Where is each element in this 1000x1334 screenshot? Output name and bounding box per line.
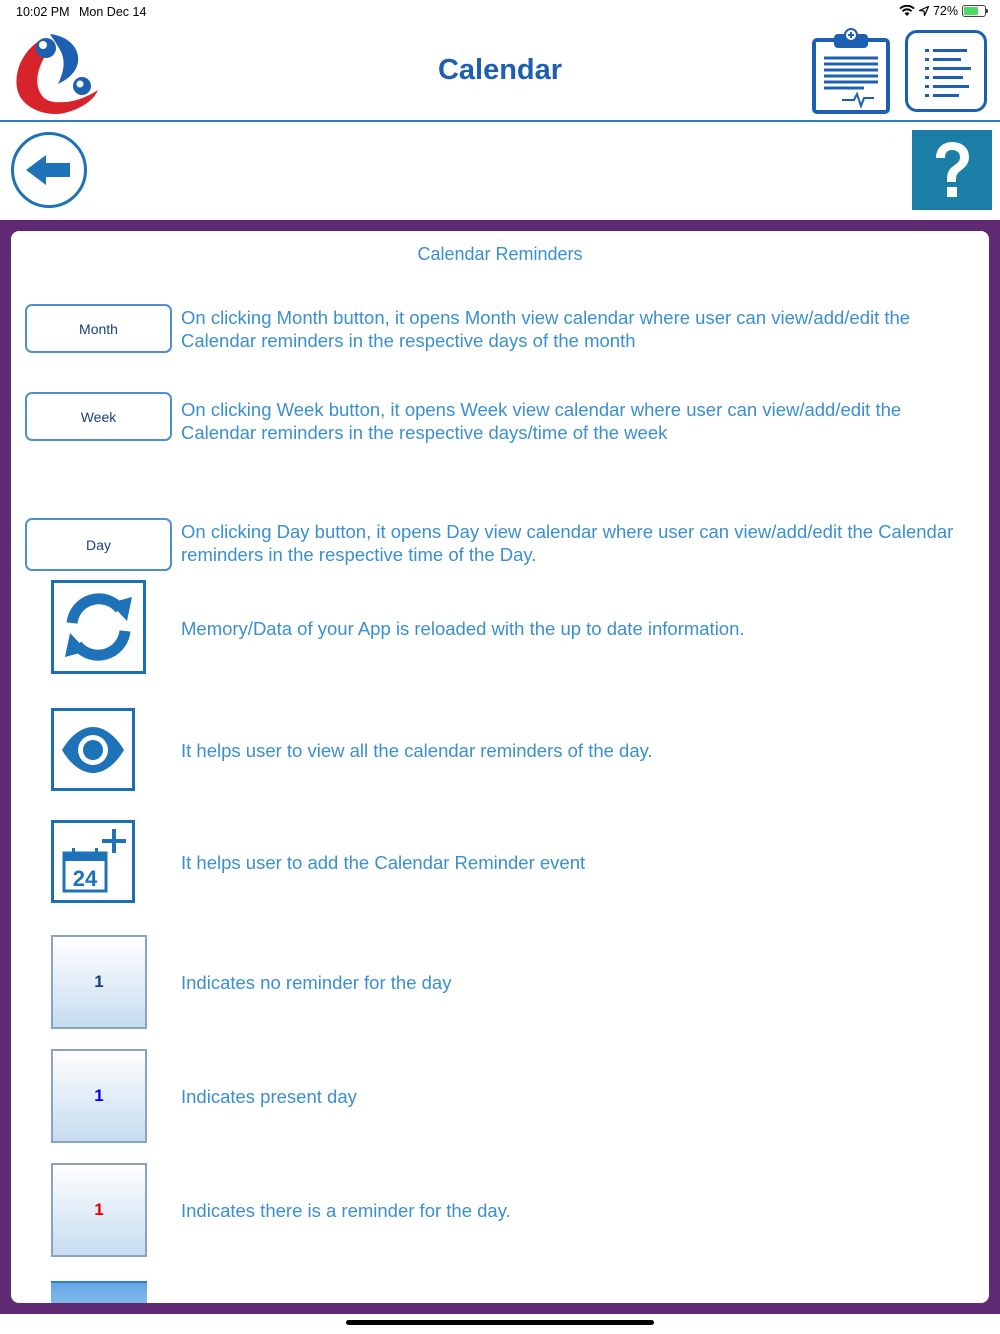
- page-title: Calendar: [437, 54, 563, 86]
- no-reminder-description: Indicates no reminder for the day: [181, 972, 452, 993]
- status-indicators: [899, 4, 986, 18]
- question-mark-icon: [912, 130, 992, 210]
- status-bar: [0, 0, 1000, 24]
- add-reminder-button[interactable]: [51, 820, 135, 903]
- home-indicator: [346, 1320, 654, 1325]
- medical-clipboard-icon[interactable]: [812, 28, 890, 114]
- present-day-description: Indicates present day: [181, 1086, 357, 1107]
- eye-icon: [54, 711, 132, 788]
- view-reminders-description: It helps user to view all the calendar reminders of the day.: [181, 740, 653, 761]
- day-cell-partial: [51, 1281, 147, 1303]
- status-time: 10:02 PM: [16, 5, 70, 19]
- status-date: Mon Dec 14: [79, 5, 147, 19]
- day-cell-present-day: 1: [51, 1049, 147, 1143]
- week-description: On clicking Week button, it opens Week view calendar where user can view/add/edit the Calendar reminders in the respective days/time of the week: [181, 399, 902, 443]
- add-reminder-description: It helps user to add the Calendar Reminder event: [181, 852, 586, 873]
- day-button[interactable]: Day: [25, 518, 172, 571]
- week-button[interactable]: Week: [25, 392, 172, 441]
- calendar-help-panel: [11, 231, 989, 1303]
- day-cell-no-reminder: 1: [51, 935, 147, 1029]
- location-icon: [919, 6, 929, 16]
- help-button[interactable]: [912, 130, 992, 210]
- wifi-icon: [899, 5, 915, 17]
- refresh-description: Memory/Data of your App is reloaded with the up to date information.: [181, 618, 745, 639]
- month-button[interactable]: Month: [25, 304, 172, 353]
- day-cell-has-reminder: 1: [51, 1163, 147, 1257]
- back-arrow-icon[interactable]: [10, 131, 88, 209]
- view-reminders-button[interactable]: [51, 708, 135, 791]
- has-reminder-description: Indicates there is a reminder for the day.: [181, 1200, 511, 1221]
- refresh-icon: [54, 583, 143, 671]
- nav-row: [0, 124, 1000, 220]
- refresh-button[interactable]: [51, 580, 146, 674]
- panel-title: Calendar Reminders: [417, 244, 583, 264]
- list-menu-icon: [908, 33, 984, 109]
- menu-button[interactable]: [905, 30, 987, 112]
- calendar-icon-date: 24: [72, 866, 98, 891]
- battery-icon: [962, 5, 986, 17]
- battery-percent: 72%: [932, 4, 958, 18]
- header: [0, 24, 1000, 122]
- month-description: On clicking Month button, it opens Month view calendar where user can view/add/edit the Calendar reminders in the respective days of the month: [181, 307, 911, 351]
- add-calendar-icon: [54, 823, 132, 900]
- day-description: On clicking Day button, it opens Day view calendar where user can view/add/edit the Calendar reminders in the respective time of the Day.: [181, 521, 954, 565]
